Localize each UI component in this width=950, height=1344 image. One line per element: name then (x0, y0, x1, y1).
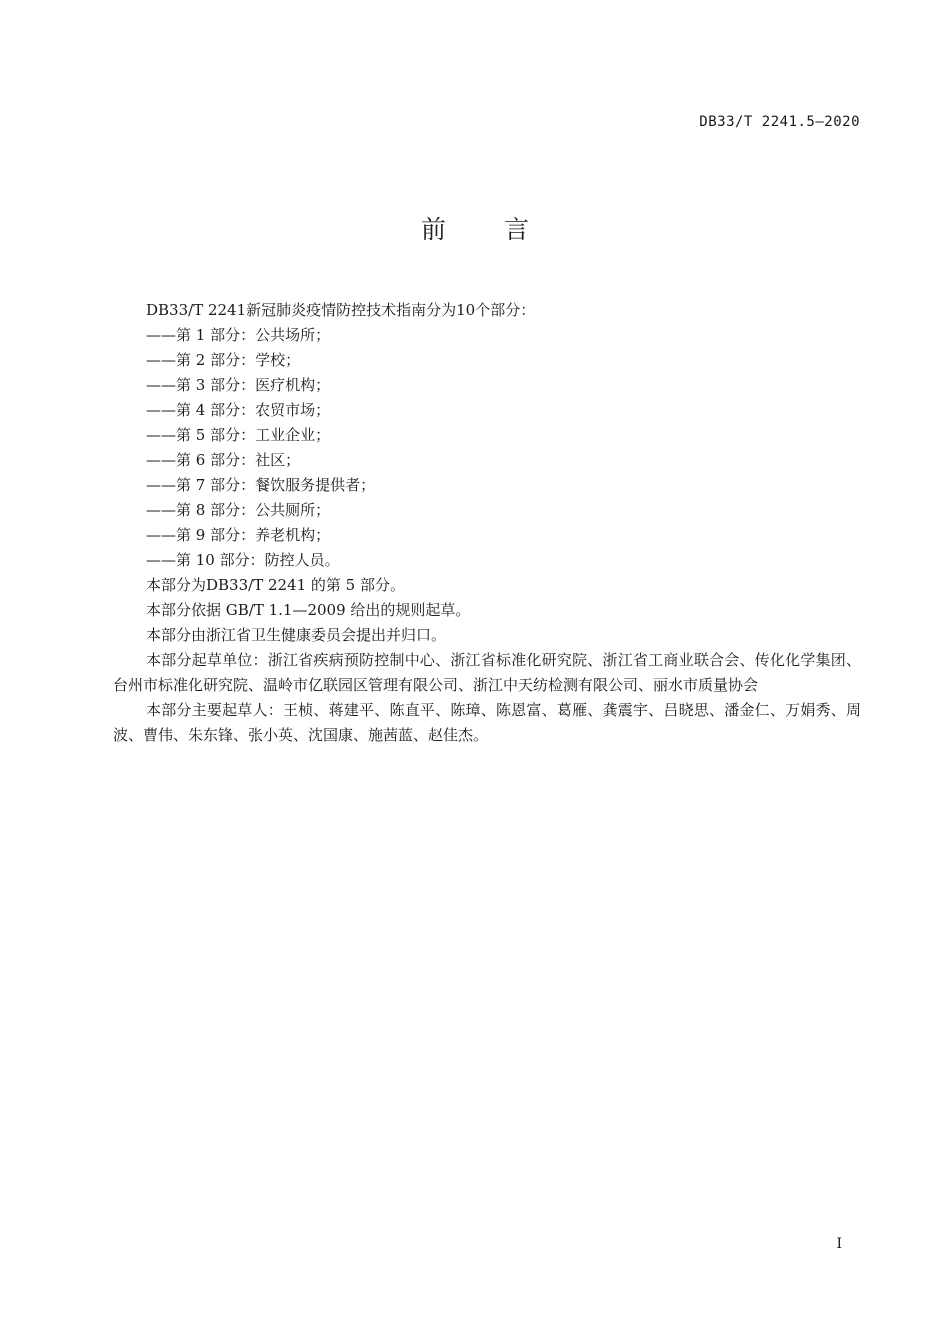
list-item: ——第 8 部分：公共厕所； (146, 501, 331, 519)
title-char-1: 前 (420, 215, 446, 244)
statement-drafters: 本部分主要起草人：王桢、蒋建平、陈直平、陈璋、陈恩富、葛雁、龚震宇、吕晓思、潘金仁、万娟秀、周波、曹伟、朱东锋、张小英、沈国康、施茜蓝、赵佳杰。 (113, 701, 861, 744)
page-title (0, 210, 950, 246)
statement-proposer: 本部分由浙江省卫生健康委员会提出并归口。 (146, 626, 447, 644)
list-item: ——第 2 部分：学校； (146, 351, 301, 369)
statement-drafting-units: 本部分起草单位：浙江省疾病预防控制中心、浙江省标准化研究院、浙江省工商业联合会、传化化学集团、台州市标准化研究院、温岭市亿联园区管理有限公司、浙江中天纺检测有限公司、丽水市质量协会 (113, 651, 861, 694)
list-item: ——第 3 部分：医疗机构； (146, 376, 331, 394)
title-char-2: 言 (504, 215, 530, 244)
document-code: DB33/T 2241.5—2020 (699, 114, 860, 130)
list-item: ——第 7 部分：餐饮服务提供者； (146, 476, 376, 494)
foreword-body (113, 298, 861, 748)
list-item: ——第 1 部分：公共场所； (146, 326, 331, 344)
list-item: ——第 4 部分：农贸市场； (146, 401, 331, 419)
list-item: ——第 10 部分：防控人员。 (146, 551, 340, 569)
list-item: ——第 5 部分：工业企业； (146, 426, 331, 444)
statement-drafting-rules: 本部分依据 GB/T 1.1—2009 给出的规则起草。 (146, 601, 471, 619)
list-item: ——第 6 部分：社区； (146, 451, 301, 469)
intro-paragraph: DB33/T 2241新冠肺炎疫情防控技术指南分为10个部分： (146, 301, 536, 319)
page-number: I (836, 1236, 842, 1252)
statement-part-number: 本部分为DB33/T 2241 的第 5 部分。 (146, 576, 405, 594)
list-item: ——第 9 部分：养老机构； (146, 526, 331, 544)
